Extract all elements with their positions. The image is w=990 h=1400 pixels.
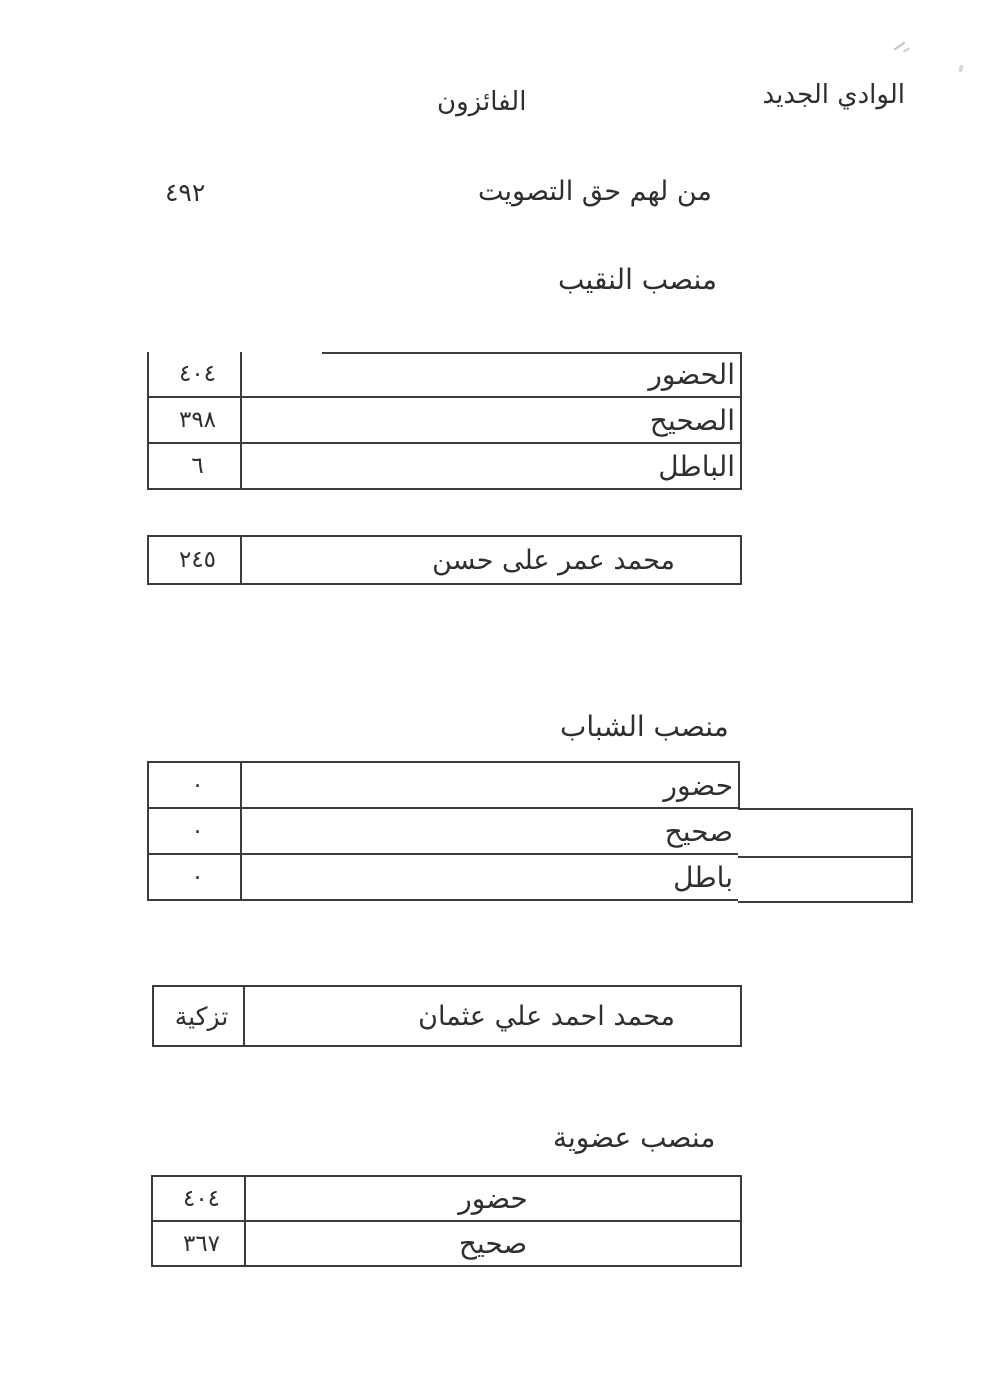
cell-divider — [738, 856, 911, 858]
stat-value: ٣٩٨ — [149, 398, 242, 442]
stat-value: ٣٦٧ — [153, 1222, 246, 1265]
pencil-speck — [958, 65, 964, 73]
region-title: الوادي الجديد — [762, 80, 905, 110]
stat-value: ٠ — [149, 763, 242, 807]
stat-label: حضور — [663, 768, 733, 802]
page-title: الفائزون — [437, 87, 527, 117]
stat-label: صحيح — [458, 1227, 528, 1260]
table-row — [149, 442, 740, 488]
table-row — [149, 352, 740, 396]
stat-label: حضور — [458, 1182, 528, 1215]
table-row — [149, 807, 738, 853]
winner-name: محمد عمر على حسن — [432, 544, 675, 576]
winner-result: تزكية — [154, 987, 245, 1045]
eligible-voters-label: من لهم حق التصويت — [478, 176, 712, 207]
winner-name: محمد احمد علي عثمان — [418, 1000, 675, 1032]
eligible-voters-value: ٤٩٢ — [165, 178, 206, 207]
stat-value: ٠ — [149, 809, 242, 853]
stat-label: صحيح — [664, 814, 733, 848]
empty-side-cells — [738, 808, 913, 903]
table-row — [154, 987, 740, 1045]
stats-table-youth — [147, 761, 740, 901]
stat-label: الباطل — [658, 449, 735, 483]
section-title-youth: منصب الشباب — [560, 710, 729, 743]
stat-label: باطل — [673, 860, 733, 894]
winner-votes: ٢٤٥ — [149, 537, 242, 583]
table-row — [149, 537, 740, 583]
section-title-naqeeb: منصب النقيب — [558, 263, 717, 296]
table-row — [153, 1177, 740, 1220]
table-row — [153, 1220, 740, 1265]
partial-top-border — [322, 352, 740, 354]
winner-table-naqeeb — [147, 535, 742, 585]
stat-value: ٤٠٤ — [149, 352, 242, 396]
table-row — [149, 763, 738, 807]
stat-label: الحضور — [648, 357, 735, 391]
stat-value: ٤٠٤ — [153, 1177, 246, 1220]
stats-table-naqeeb — [147, 352, 742, 490]
table-row — [149, 853, 738, 899]
winner-table-youth — [152, 985, 742, 1047]
stats-table-membership — [151, 1175, 742, 1267]
table-row — [149, 396, 740, 442]
stat-value: ٠ — [149, 855, 242, 899]
stat-value: ٦ — [149, 444, 242, 488]
pencil-mark — [903, 47, 910, 52]
section-title-membership: منصب عضوية — [553, 1121, 716, 1154]
stat-label: الصحيح — [649, 403, 735, 437]
